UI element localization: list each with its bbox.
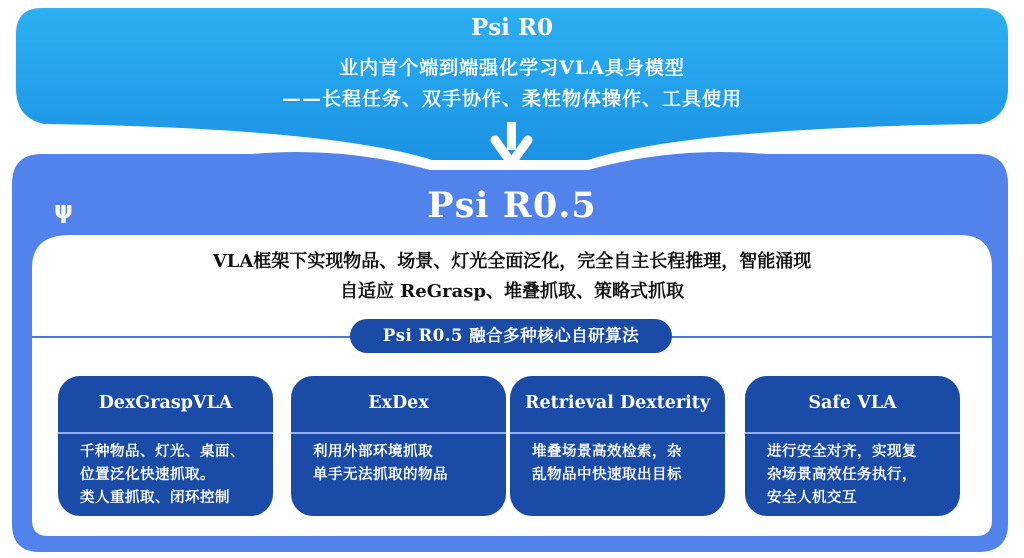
card-text: 堆叠场景高效检索，杂 <box>532 443 682 460</box>
psi-logo-icon: ψ <box>54 196 74 224</box>
card-title: Retrieval Dexterity <box>510 376 725 434</box>
psi-r0-title: Psi R0 <box>470 14 554 41</box>
card-body <box>745 434 960 509</box>
card-body <box>510 434 725 486</box>
card-text: 乱物品中快速取出目标 <box>532 466 682 483</box>
card-exdex <box>291 376 506 516</box>
card-text: 类人重抓取、闭环控制 <box>80 489 230 506</box>
card-text: 安全人机交互 <box>767 489 857 506</box>
psi-r0-subtitle: 业内首个端到端强化学习VLA具身模型 <box>339 57 685 79</box>
card-title: DexGraspVLA <box>58 376 273 434</box>
card-dexgraspvla <box>58 376 273 516</box>
card-text: 利用外部环境抓取 <box>313 443 433 460</box>
psi-r05-title: Psi R0.5 <box>427 185 597 226</box>
card-title: Safe VLA <box>745 376 960 434</box>
card-body <box>58 434 273 509</box>
psi-r05-description-line2: 自适应 ReGrasp、堆叠抓取、策略式抓取 <box>340 281 684 302</box>
psi-r0-capabilities: ——长程任务、双手协作、柔性物体操作、工具使用 <box>281 88 742 110</box>
card-text: 杂场景高效任务执行， <box>767 466 917 483</box>
card-title: ExDex <box>291 376 506 434</box>
psi-r05-description-line1: VLA框架下实现物品、场景、灯光全面泛化，完全自主长程推理，智能涌现 <box>212 251 812 272</box>
card-body <box>291 434 506 486</box>
card-text: 千种物品、灯光、桌面、 <box>80 443 245 460</box>
card-retrieval-dexterity <box>510 376 725 516</box>
card-text: 进行安全对齐，实现复 <box>767 443 917 460</box>
card-safe-vla <box>745 376 960 516</box>
card-text: 单手无法抓取的物品 <box>313 466 448 483</box>
card-text: 位置泛化快速抓取。 <box>80 466 215 483</box>
algorithms-label: Psi R0.5 融合多种核心自研算法 <box>350 319 672 353</box>
